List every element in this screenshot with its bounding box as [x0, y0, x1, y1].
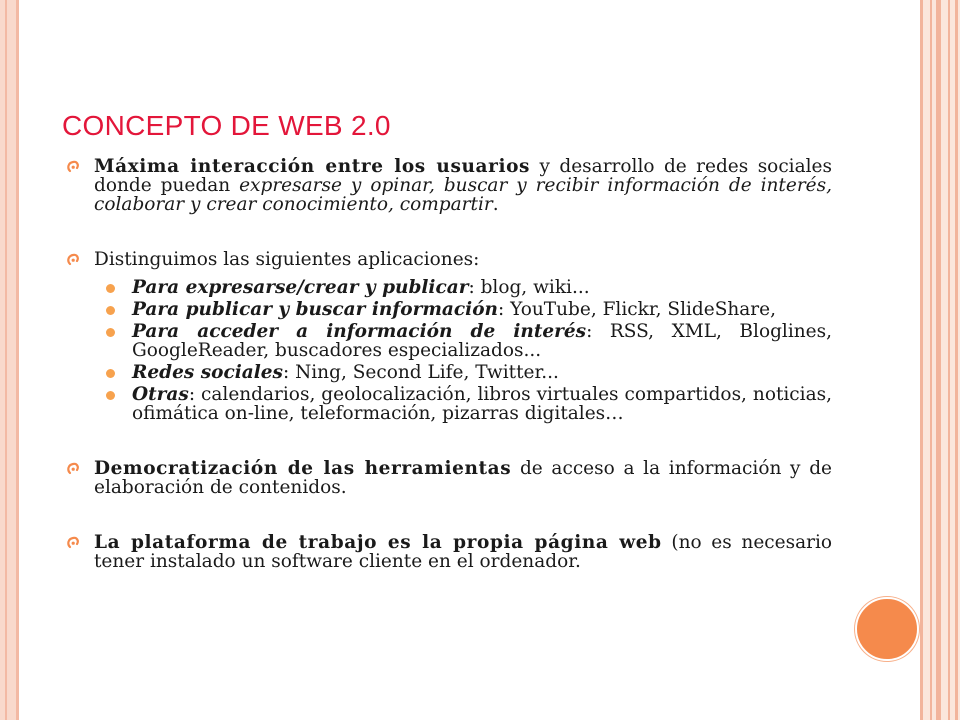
orange-dot-icon: [106, 369, 115, 378]
bullet-text: (no es necesario tener instalado un software cliente en el ordenador.: [94, 532, 833, 572]
sub-bullet-item: [106, 300, 832, 319]
sub-bullet-label: Para publicar y buscar información: [132, 299, 498, 320]
bullet-bold-text: Máxima interacción entre los usuarios: [94, 156, 531, 177]
orange-dot-icon: [106, 306, 115, 315]
sub-bullet-text: : calendarios, geolocalización, libros virtuales compartidos, noticias, ofimática on-line, teleformación, pizarras digitales…: [132, 384, 832, 424]
bullet-item: [66, 533, 832, 571]
sub-bullet-text: : YouTube, Flickr, SlideShare,: [498, 299, 776, 320]
orange-circle-icon: [855, 597, 919, 661]
bullet-text: y desarrollo de redes sociales donde puedan: [94, 156, 832, 196]
bullet-text: Distinguimos las siguientes aplicaciones:: [94, 249, 480, 270]
slide-content: [66, 157, 832, 571]
sub-bullet-text: : blog, wiki...: [468, 277, 590, 298]
sub-bullet-label: Para expresarse/crear y publicar: [132, 277, 469, 298]
sub-bullet-item: [106, 385, 832, 423]
orange-hook-bullet-icon: [66, 160, 80, 174]
orange-dot-icon: [106, 391, 115, 400]
bullet-bold-text: La plataforma de trabajo es la propia página web: [94, 532, 662, 553]
bullet-italic-text: expresarse y opinar, buscar y recibir información de interés, colaborar y crear conocimiento, compartir: [94, 175, 832, 215]
orange-hook-bullet-icon: [66, 536, 80, 550]
bullet-end: .: [492, 194, 499, 215]
sub-bullet-label: Otras: [132, 384, 189, 405]
left-border-decoration: [0, 0, 19, 720]
sub-bullet-text: : RSS, XML, Bloglines, GoogleReader, buscadores especializados...: [132, 321, 832, 361]
bullet-text: de acceso a la información y de elaboración de contenidos.: [94, 458, 832, 498]
orange-dot-icon: [106, 328, 115, 337]
sub-bullet-item: [106, 322, 832, 360]
bullet-item: [66, 157, 832, 214]
right-border-decoration: [920, 0, 960, 720]
orange-hook-bullet-icon: [66, 462, 80, 476]
bullet-bold-text: Democratización de las herramientas: [94, 458, 512, 479]
sub-bullet-item: [106, 278, 832, 297]
sub-bullet-text: : Ning, Second Life, Twitter...: [282, 362, 559, 383]
slide-title: CONCEPTO DE WEB 2.0: [62, 110, 391, 141]
orange-dot-icon: [106, 284, 115, 293]
orange-hook-bullet-icon: [66, 253, 80, 267]
sub-bullet-label: Para acceder a información de interés: [132, 321, 587, 342]
sub-bullet-label: Redes sociales: [132, 362, 283, 383]
bullet-item: [66, 250, 832, 269]
bullet-item: [66, 459, 832, 497]
sub-bullet-item: [106, 363, 832, 382]
